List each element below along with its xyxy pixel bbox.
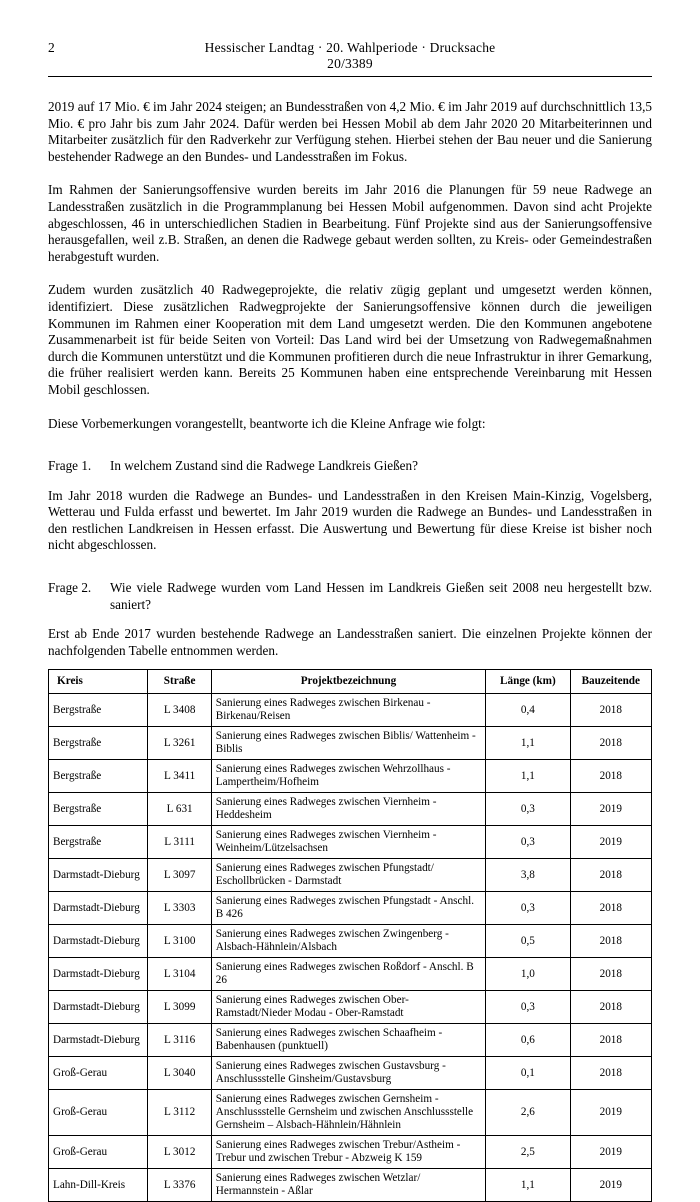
- cell-laenge: 0,4: [486, 694, 570, 727]
- cell-strasse: L 3261: [148, 727, 211, 760]
- cell-projekt: Sanierung eines Radweges zwischen Viernheim - Weinheim/Lützelsachsen: [211, 826, 485, 859]
- cell-bauzeitende: 2019: [570, 826, 651, 859]
- table-row: [49, 925, 652, 958]
- cell-laenge: 0,3: [486, 892, 570, 925]
- cell-projekt: Sanierung eines Radweges zwischen Zwingenberg - Alsbach-Hähnlein/Alsbach: [211, 925, 485, 958]
- cell-laenge: 1,1: [486, 760, 570, 793]
- cell-kreis: Darmstadt-Dieburg: [49, 958, 148, 991]
- cell-laenge: 0,3: [486, 991, 570, 1024]
- answer-1: Im Jahr 2018 wurden die Radwege an Bundes- und Landesstraßen in den Kreisen Main-Kinzig, Vogelsberg, Wetterau und Fulda erfasst und bewertet. Im Jahr 2019 wurden die Radwege an Bundes- und Landesstraßen in den restlichen Landkreisen in Hessen erfasst. Die Auswertung und Bewertung für diese Kreise ist bisher noch nicht abgeschlossen.: [48, 487, 652, 553]
- spacer: [48, 449, 652, 458]
- cell-laenge: 2,6: [486, 1090, 570, 1136]
- cell-kreis: Bergstraße: [49, 793, 148, 826]
- cell-laenge: 3,8: [486, 859, 570, 892]
- column-header-strasse: Straße: [148, 670, 211, 694]
- cell-bauzeitende: 2018: [570, 727, 651, 760]
- table-row: [49, 1169, 652, 1202]
- cell-laenge: 1,0: [486, 958, 570, 991]
- cell-projekt: Sanierung eines Radweges zwischen Viernheim - Heddesheim: [211, 793, 485, 826]
- cell-kreis: Darmstadt-Dieburg: [49, 925, 148, 958]
- cell-projekt: Sanierung eines Radweges zwischen Ober-Ramstadt/Nieder Modau - Ober-Ramstadt: [211, 991, 485, 1024]
- table-header-row: [49, 670, 652, 694]
- cell-strasse: L 3104: [148, 958, 211, 991]
- table-row: [49, 727, 652, 760]
- cell-laenge: 0,5: [486, 925, 570, 958]
- table-row: [49, 1057, 652, 1090]
- table-row: [49, 760, 652, 793]
- cell-bauzeitende: 2019: [570, 1136, 651, 1169]
- paragraph-2: Im Rahmen der Sanierungsoffensive wurden bereits im Jahr 2016 die Planungen für 59 neue Radwege an Landesstraßen zusätzlich in die Programmplanung bei Hessen Mobil aufgenommen. Davon sind acht Projekte abgeschlossen, 46 in unterschiedlichen Stadien in Bearbeitung. Fünf Projekte sind aus der Sanierungsoffensive herausgefallen, weil z.B. Straßen, an denen die Radwege gebaut werden sollten, zu Kreis- oder Gemeindestraßen herabgestuft wurden.: [48, 182, 652, 264]
- cell-bauzeitende: 2018: [570, 760, 651, 793]
- answer-2: Erst ab Ende 2017 wurden bestehende Radwege an Landesstraßen saniert. Die einzelnen Projekte können der nachfolgenden Tabelle entnommen werden.: [48, 626, 652, 658]
- cell-laenge: 0,1: [486, 1057, 570, 1090]
- page-header: [48, 40, 652, 72]
- question-2-text: Wie viele Radwege wurden vom Land Hessen im Landkreis Gießen seit 2008 neu hergestellt bzw. saniert?: [110, 580, 652, 612]
- cell-kreis: Groß-Gerau: [49, 1136, 148, 1169]
- cell-strasse: L 3099: [148, 991, 211, 1024]
- cell-laenge: 0,6: [486, 1024, 570, 1057]
- cell-laenge: 1,1: [486, 1169, 570, 1202]
- cell-strasse: L 3376: [148, 1169, 211, 1202]
- table-row: [49, 826, 652, 859]
- cell-projekt: Sanierung eines Radweges zwischen Wehrzollhaus - Lampertheim/Hofheim: [211, 760, 485, 793]
- paragraph-4: Diese Vorbemerkungen vorangestellt, beantworte ich die Kleine Anfrage wie folgt:: [48, 415, 486, 431]
- cell-kreis: Darmstadt-Dieburg: [49, 991, 148, 1024]
- cell-kreis: Lahn-Dill-Kreis: [49, 1169, 148, 1202]
- cell-kreis: Groß-Gerau: [49, 1090, 148, 1136]
- cell-projekt: Sanierung eines Radweges zwischen Birkenau - Birkenau/Reisen: [211, 694, 485, 727]
- projects-table: [48, 669, 652, 1202]
- cell-projekt: Sanierung eines Radweges zwischen Pfungstadt - Anschl. B 426: [211, 892, 485, 925]
- cell-bauzeitende: 2018: [570, 892, 651, 925]
- cell-bauzeitende: 2018: [570, 1024, 651, 1057]
- table-row: [49, 694, 652, 727]
- column-header-laenge: Länge (km): [486, 670, 570, 694]
- cell-projekt: Sanierung eines Radweges zwischen Wetzlar/ Hermannstein - Aßlar: [211, 1169, 485, 1202]
- spacer: [48, 571, 652, 580]
- cell-strasse: L 3411: [148, 760, 211, 793]
- cell-strasse: L 3040: [148, 1057, 211, 1090]
- header-rule: [48, 76, 652, 77]
- cell-strasse: L 3097: [148, 859, 211, 892]
- cell-kreis: Darmstadt-Dieburg: [49, 1024, 148, 1057]
- paragraph-1: 2019 auf 17 Mio. € im Jahr 2024 steigen; an Bundesstraßen von 4,2 Mio. € im Jahr 2019 auf durchschnittlich 13,5 Mio. € pro Jahr bis zum Jahr 2024. Dafür werden bei Hessen Mobil ab dem Jahr 2020 20 Mitarbeiterinnen und Mitarbeiter zusätzlich für den Radverkehr zur Verfügung stehen. Hierbei stehen der Bau neuer und die Sanierung bestehender Radwege an den Bundes- und Landesstraßen im Fokus.: [48, 99, 652, 164]
- table-row: [49, 958, 652, 991]
- cell-strasse: L 631: [148, 793, 211, 826]
- cell-bauzeitende: 2018: [570, 958, 651, 991]
- question-1-text: In welchem Zustand sind die Radwege Landkreis Gießen?: [110, 458, 418, 474]
- header-center-text: Hessischer Landtag · 20. Wahlperiode · Drucksache 20/3389: [204, 40, 496, 71]
- table-row: [49, 991, 652, 1024]
- table-row: [49, 1136, 652, 1169]
- question-1: [48, 458, 652, 475]
- question-1-label: Frage 1.: [48, 458, 92, 474]
- cell-laenge: 0,3: [486, 826, 570, 859]
- question-2: [48, 580, 652, 613]
- cell-kreis: Bergstraße: [49, 826, 148, 859]
- table-row: [49, 859, 652, 892]
- cell-strasse: L 3116: [148, 1024, 211, 1057]
- question-2-label: Frage 2.: [48, 580, 92, 596]
- cell-kreis: Groß-Gerau: [49, 1057, 148, 1090]
- cell-bauzeitende: 2019: [570, 793, 651, 826]
- cell-laenge: 0,3: [486, 793, 570, 826]
- cell-projekt: Sanierung eines Radweges zwischen Gustavsburg - Anschlussstelle Ginsheim/Gustavsburg: [211, 1057, 485, 1090]
- cell-kreis: Bergstraße: [49, 694, 148, 727]
- cell-strasse: L 3303: [148, 892, 211, 925]
- cell-strasse: L 3100: [148, 925, 211, 958]
- column-header-projektbezeichnung: Projektbezeichnung: [211, 670, 485, 694]
- cell-kreis: Darmstadt-Dieburg: [49, 892, 148, 925]
- cell-kreis: Bergstraße: [49, 727, 148, 760]
- cell-bauzeitende: 2018: [570, 925, 651, 958]
- cell-projekt: Sanierung eines Radweges zwischen Pfungstadt/ Eschollbrücken - Darmstadt: [211, 859, 485, 892]
- table-row: [49, 1090, 652, 1136]
- cell-bauzeitende: 2018: [570, 859, 651, 892]
- table-row: [49, 892, 652, 925]
- cell-laenge: 2,5: [486, 1136, 570, 1169]
- cell-strasse: L 3408: [148, 694, 211, 727]
- cell-strasse: L 3112: [148, 1090, 211, 1136]
- cell-bauzeitende: 2018: [570, 1057, 651, 1090]
- cell-bauzeitende: 2019: [570, 1090, 651, 1136]
- cell-projekt: Sanierung eines Radweges zwischen Schaafheim - Babenhausen (punktuell): [211, 1024, 485, 1057]
- cell-bauzeitende: 2018: [570, 991, 651, 1024]
- cell-laenge: 1,1: [486, 727, 570, 760]
- table-row: [49, 793, 652, 826]
- column-header-kreis: Kreis: [49, 670, 148, 694]
- paragraph-3: Zudem wurden zusätzlich 40 Radwegeprojekte, die relativ zügig geplant und umgesetzt werden können, identifiziert. Diese zusätzlichen Radwegprojekte der Sanierungsoffensive können durch die jeweiligen Kommunen im Rahmen einer Kooperation mit dem Land umgesetzt werden. Die den Kommunen angebotene Zusammenarbeit ist für beide Seiten von Vorteil: Das Land wird bei der Umsetzung von Radwegemaßnahmen durch die Kommunen unterstützt und die Kommunen profitieren durch die neue Infrastruktur in ihrer Gemarkung, die früher realisiert werden kann. Bereits 25 Kommunen haben eine entsprechende Vereinbarung mit Hessen Mobil geschlossen.: [48, 282, 652, 397]
- cell-kreis: Darmstadt-Dieburg: [49, 859, 148, 892]
- table-row: [49, 1024, 652, 1057]
- cell-projekt: Sanierung eines Radweges zwischen Gernsheim - Anschlussstelle Gernsheim und zwischen Anschlussstelle Gernsheim – Alsbach-Hähnlein/Hähnlein: [211, 1090, 485, 1136]
- page-number: 2: [48, 40, 55, 55]
- cell-kreis: Bergstraße: [49, 760, 148, 793]
- cell-strasse: L 3111: [148, 826, 211, 859]
- cell-strasse: L 3012: [148, 1136, 211, 1169]
- cell-projekt: Sanierung eines Radweges zwischen Biblis/ Wattenheim - Biblis: [211, 727, 485, 760]
- cell-projekt: Sanierung eines Radweges zwischen Trebur/Astheim - Trebur und zwischen Trebur - Abzweig K 159: [211, 1136, 485, 1169]
- cell-bauzeitende: 2019: [570, 1169, 651, 1202]
- column-header-bauzeitende: Bauzeitende: [570, 670, 651, 694]
- cell-bauzeitende: 2018: [570, 694, 651, 727]
- cell-projekt: Sanierung eines Radweges zwischen Roßdorf - Anschl. B 26: [211, 958, 485, 991]
